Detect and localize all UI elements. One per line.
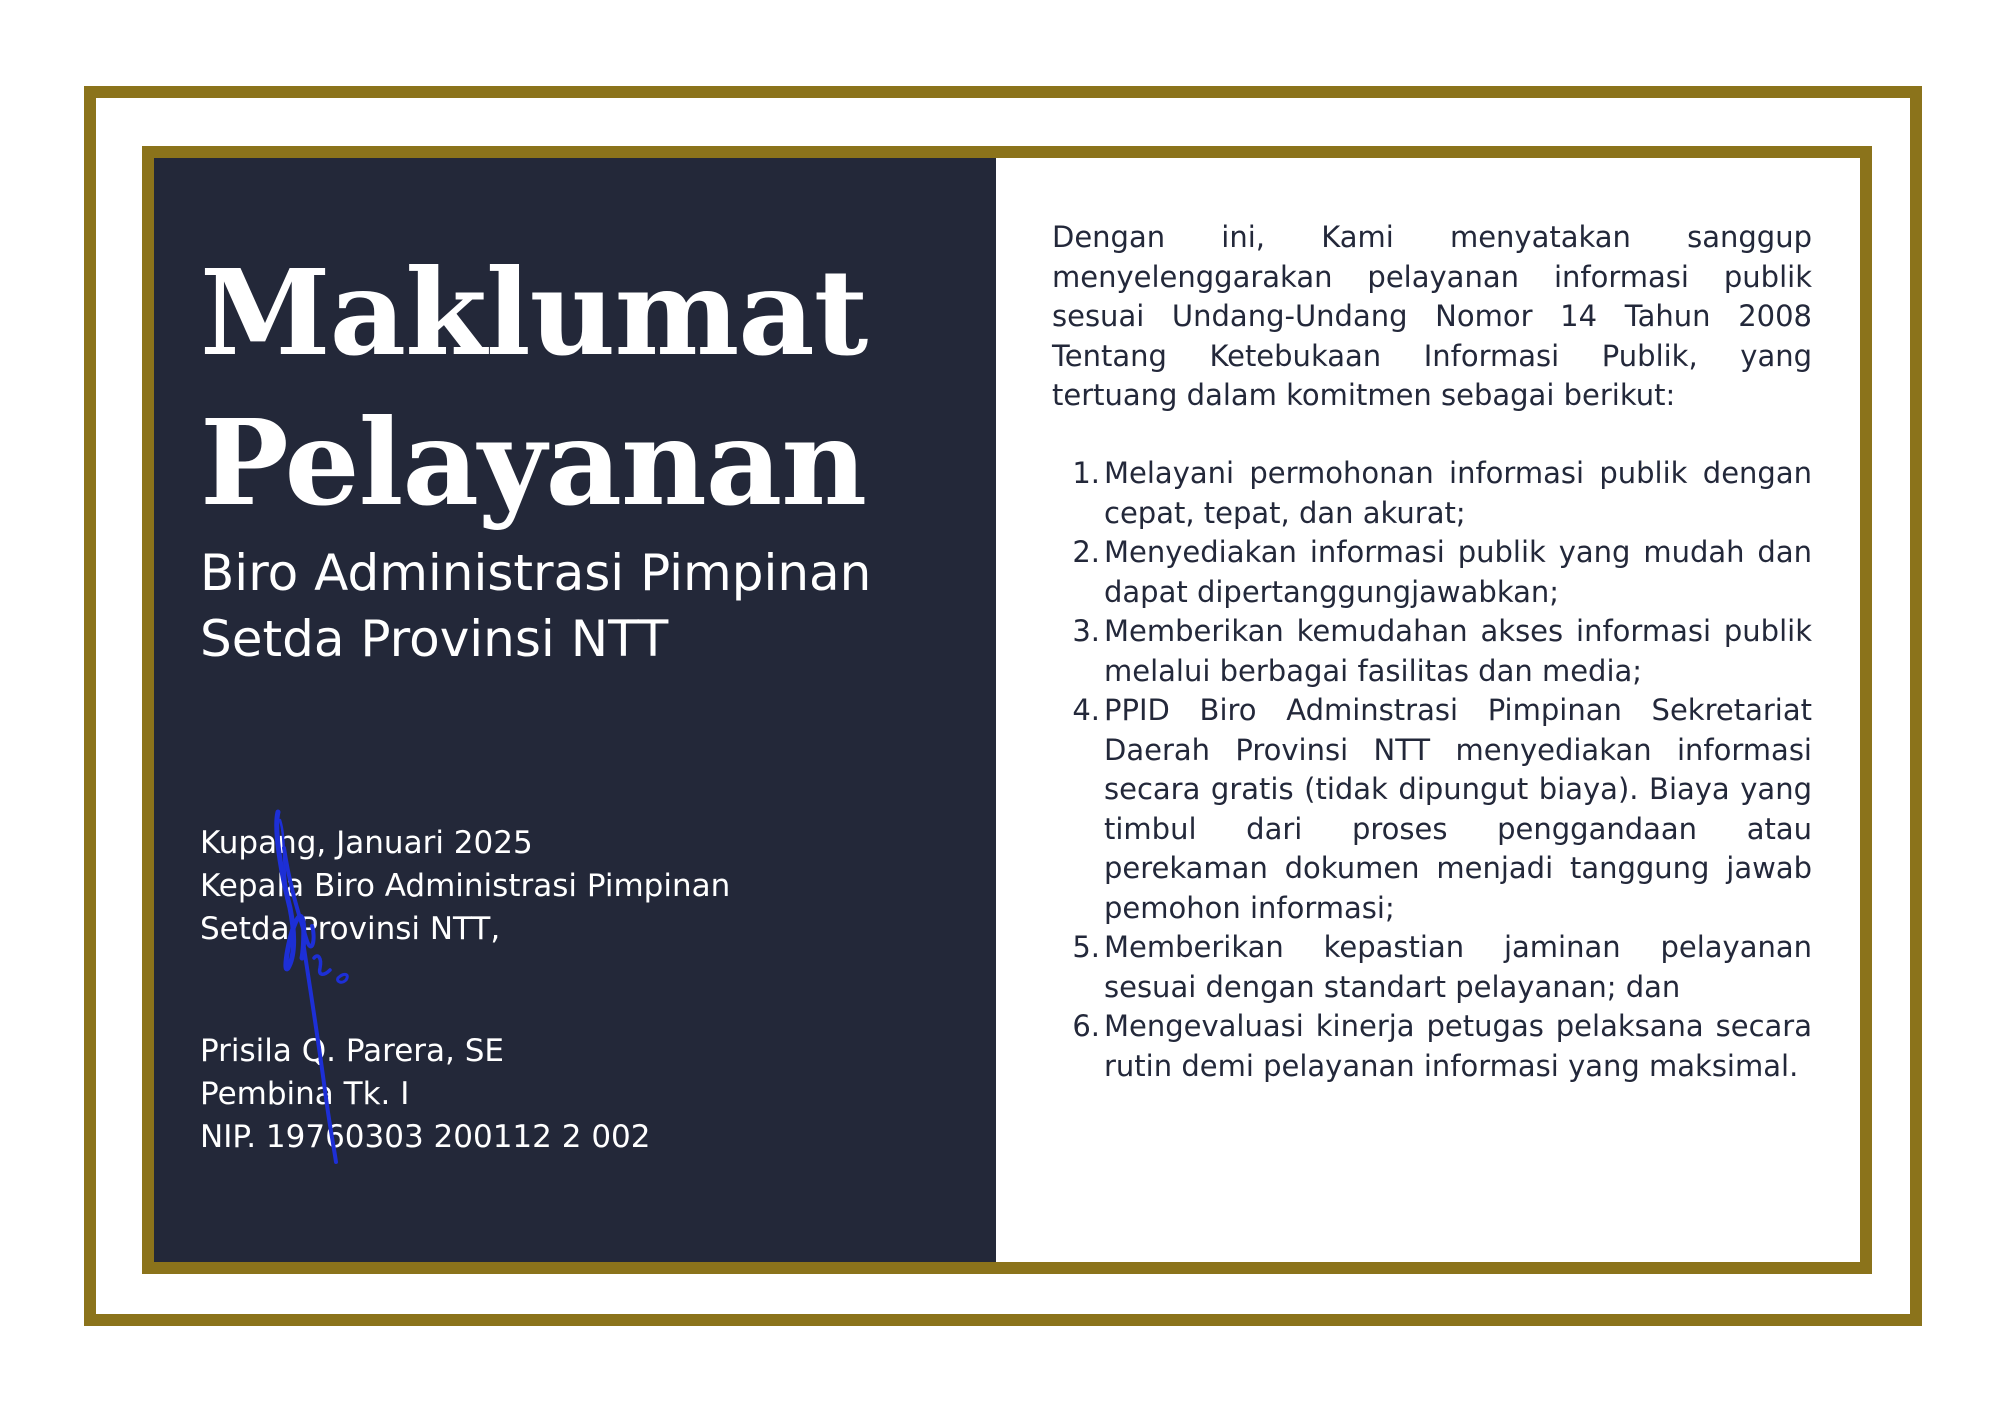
commitment-item [1052,454,1812,533]
signatory-heading [200,822,730,951]
commitment-number: 5. [1072,930,1100,964]
title-line-1: Maklumat [200,243,868,382]
commitment-list [1052,454,1812,1086]
commitment-text: Mengevaluasi kinerja petugas pelaksana secara rutin demi pelayanan informasi yang maksimal. [1104,1009,1812,1083]
commitment-item [1052,612,1812,691]
subtitle-line-1: Biro Administrasi Pimpinan [200,544,872,602]
intro-paragraph: Dengan ini, Kami menyatakan sanggup menyelenggarakan pelayanan informasi publik sesuai Undang-Undang Nomor 14 Tahun 2008 Tentang Ketebukaan Informasi Publik, yang tertuang dalam komitmen sebagai berikut: [1052,220,1812,412]
commitment-item [1052,533,1812,612]
page-title [200,238,867,538]
commitment-text: Menyediakan informasi publik yang mudah dan dapat dipertanggungjawabkan; [1104,535,1812,609]
commitment-item [1052,691,1812,928]
commitment-text: Memberikan kemudahan akses informasi publik melalui berbagai fasilitas dan media; [1104,614,1812,688]
commitment-number: 4. [1072,693,1100,727]
signatory-identity [200,1030,650,1159]
commitment-number: 6. [1072,1009,1100,1043]
inner-frame-border [142,146,1872,1274]
subtitle-line-2: Setda Provinsi NTT [200,610,669,668]
commitment-number: 2. [1072,535,1100,569]
commitment-number: 1. [1072,456,1100,490]
title-panel [154,158,996,1262]
content-panel [996,158,1860,1262]
commitment-text: Memberikan kepastian jaminan pelayanan sesuai dengan standart pelayanan; dan [1104,930,1812,1004]
signatory-name: Prisila Q. Parera, SE [200,1033,504,1069]
position-line-2: Setda Provinsi NTT, [200,911,501,947]
commitment-text: Melayani permohonan informasi publik dengan cepat, tepat, dan akurat; [1104,456,1812,530]
commitment-item [1052,1007,1812,1086]
signatory-nip: NIP. 19760303 200112 2 002 [200,1119,651,1155]
commitment-number: 3. [1072,614,1100,648]
title-line-2: Pelayanan [200,393,866,532]
commitment-text: PPID Biro Adminstrasi Pimpinan Sekretariat Daerah Provinsi NTT menyediakan informasi secara gratis (tidak dipungut biaya). Biaya yang timbul dari proses penggandaan atau perekaman dokumen menjadi tanggung jawab pemohon informasi; [1104,693,1812,925]
place-date: Kupang, Januari 2025 [200,825,533,861]
page-subtitle [200,540,871,672]
commitment-item [1052,928,1812,1007]
signatory-rank: Pembina Tk. I [200,1076,410,1112]
position-line-1: Kepala Biro Administrasi Pimpinan [200,868,731,904]
